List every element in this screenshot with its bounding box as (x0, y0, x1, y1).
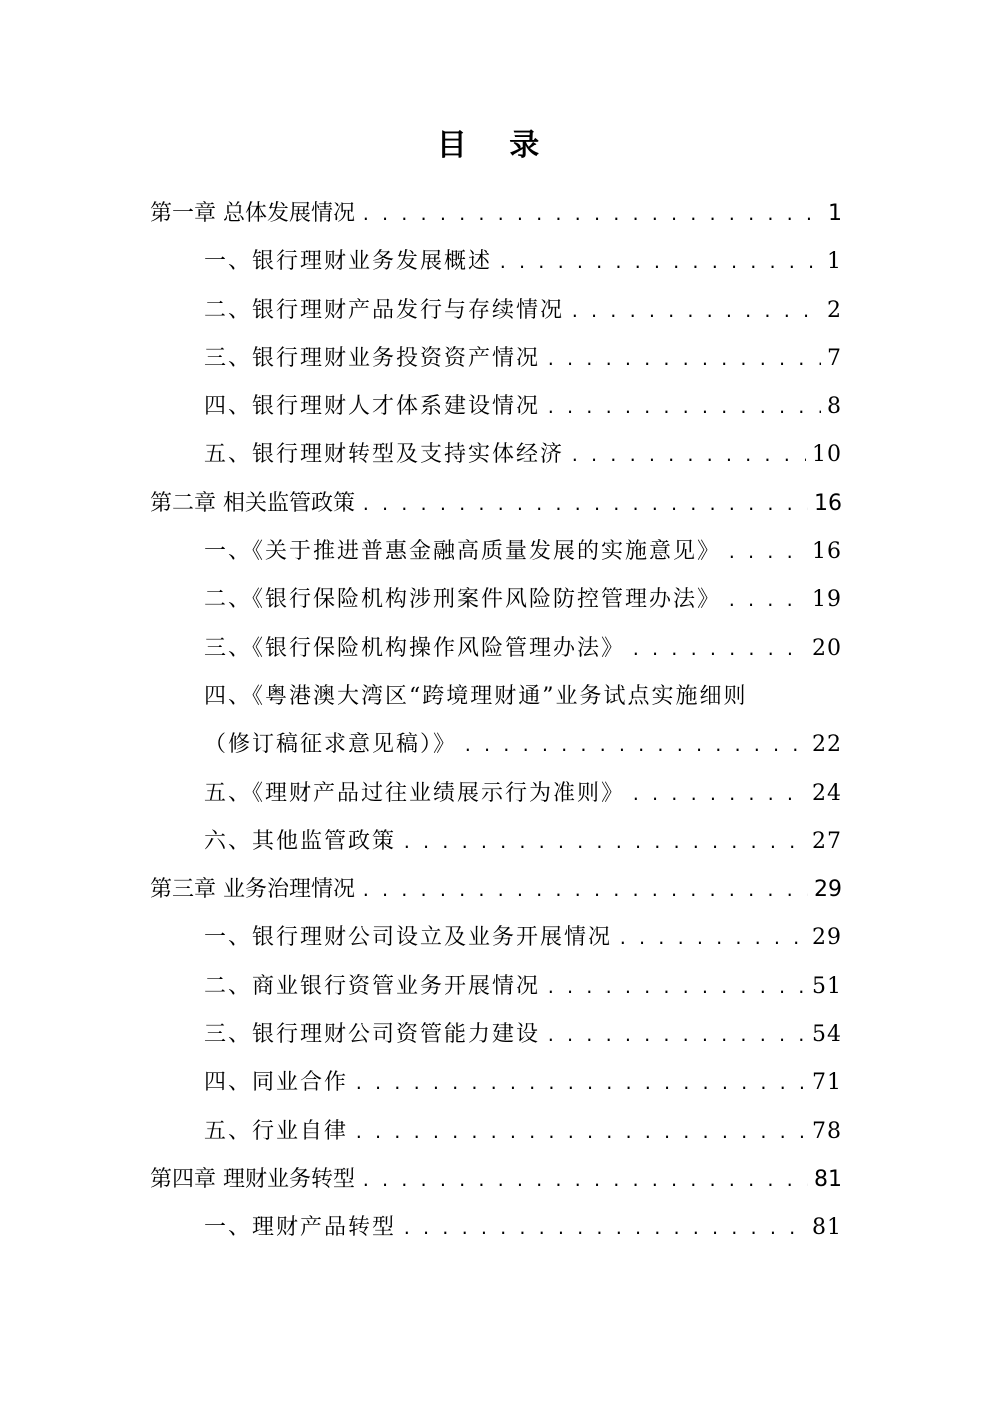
toc-section-3-2[interactable] (150, 963, 842, 1011)
toc-entry-label: 第四章 理财业务转型 (150, 1166, 355, 1192)
toc-section-1-1[interactable] (150, 238, 842, 286)
dot-leader (354, 1060, 806, 1107)
dot-leader (727, 529, 806, 576)
toc-page-number: 8 (827, 394, 842, 420)
toc-section-1-4[interactable] (150, 383, 842, 431)
dot-leader (618, 915, 806, 962)
toc-section-2-3[interactable] (150, 625, 842, 673)
dot-leader (361, 867, 808, 914)
toc-entry-label: 第三章 业务治理情况 (150, 877, 355, 903)
dot-leader (361, 1157, 808, 1204)
toc-section-4-1[interactable] (150, 1204, 842, 1252)
toc-entry-label: 三、银行理财公司资管能力建设 (204, 1022, 541, 1048)
toc-entry-label: 一、理财产品转型 (204, 1215, 397, 1241)
toc-section-2-4-continued[interactable] (150, 721, 842, 769)
dot-leader (631, 626, 806, 673)
dot-leader (631, 771, 806, 818)
dot-leader (546, 336, 821, 383)
toc-section-2-4[interactable] (150, 673, 842, 721)
dot-leader (361, 481, 808, 528)
dot-leader (546, 964, 806, 1011)
dot-leader (402, 1205, 806, 1252)
toc-entry-label: 二、银行理财产品发行与存续情况 (204, 297, 565, 323)
toc-entry-label: 四、银行理财人才体系建设情况 (204, 394, 541, 420)
toc-section-3-4[interactable] (150, 1059, 842, 1107)
toc-entry-label: 一、银行理财业务发展概述 (204, 249, 493, 275)
toc-page-number: 16 (812, 539, 842, 565)
toc-entry-label: 一、银行理财公司设立及业务开展情况 (204, 925, 613, 951)
dot-leader (402, 819, 806, 866)
toc-chapter-1[interactable] (150, 190, 842, 238)
toc-page-number: 19 (812, 587, 842, 613)
toc-page-number: 24 (812, 780, 842, 806)
toc-list (150, 190, 842, 1253)
toc-entry-label: 一、《关于推进普惠金融高质量发展的实施意见》 (204, 539, 722, 565)
toc-chapter-4[interactable] (150, 1156, 842, 1204)
toc-page-number: 51 (812, 973, 842, 999)
toc-section-2-6[interactable] (150, 818, 842, 866)
toc-page-number: 1 (827, 249, 842, 275)
toc-entry-label: 二、《银行保险机构涉刑案件风险防控管理办法》 (204, 587, 722, 613)
toc-page-number: 16 (814, 490, 842, 516)
toc-entry-label: 五、银行理财转型及支持实体经济 (204, 442, 565, 468)
toc-page-number: 20 (812, 635, 842, 661)
toc-page-number: 7 (827, 345, 842, 371)
toc-entry-label: 二、商业银行资管业务开展情况 (204, 973, 541, 999)
toc-entry-label: 六、其他监管政策 (204, 828, 397, 854)
toc-page-number: 22 (812, 732, 842, 758)
dot-leader (498, 239, 821, 286)
toc-section-1-2[interactable] (150, 287, 842, 335)
toc-page-number: 81 (812, 1215, 842, 1241)
dot-leader (546, 384, 821, 431)
toc-section-3-3[interactable] (150, 1011, 842, 1059)
toc-section-1-3[interactable] (150, 335, 842, 383)
toc-section-1-5[interactable] (150, 431, 842, 479)
dot-leader (570, 288, 821, 335)
page-title: 目 录 (436, 128, 556, 163)
toc-page-number: 1 (828, 201, 842, 226)
toc-entry-label: （修订稿征求意见稿）》 (204, 732, 458, 758)
toc-page-number: 78 (812, 1118, 842, 1144)
toc-section-3-1[interactable] (150, 914, 842, 962)
toc-entry-label: 三、《银行保险机构操作风险管理办法》 (204, 635, 626, 661)
toc-chapter-2[interactable] (150, 480, 842, 528)
toc-page-number: 27 (812, 828, 842, 854)
dot-leader (361, 191, 822, 238)
toc-page-number: 81 (814, 1166, 842, 1192)
dot-leader (570, 432, 806, 479)
toc-page-number: 29 (814, 877, 842, 903)
dot-leader (463, 722, 806, 769)
toc-page-number: 71 (812, 1070, 842, 1096)
toc-entry-label: 五、《理财产品过往业绩展示行为准则》 (204, 780, 626, 806)
dot-leader (546, 1012, 806, 1059)
toc-section-2-2[interactable] (150, 576, 842, 624)
toc-section-3-5[interactable] (150, 1108, 842, 1156)
toc-entry-label: 三、银行理财业务投资资产情况 (204, 345, 541, 371)
toc-chapter-3[interactable] (150, 866, 842, 914)
toc-section-2-5[interactable] (150, 770, 842, 818)
toc-page-number: 54 (812, 1022, 842, 1048)
toc-entry-label: 五、行业自律 (204, 1118, 349, 1144)
dot-leader (727, 577, 806, 624)
toc-page-number: 10 (812, 442, 842, 468)
toc-page-number: 29 (812, 925, 842, 951)
toc-entry-label: 四、《粤港澳大湾区“跨境理财通”业务试点实施细则 (204, 683, 748, 709)
dot-leader (354, 1109, 806, 1156)
toc-entry-label: 四、同业合作 (204, 1070, 349, 1096)
toc-page-number: 2 (827, 297, 842, 323)
toc-entry-label: 第一章 总体发展情况 (150, 201, 355, 226)
toc-section-2-1[interactable] (150, 528, 842, 576)
toc-entry-label: 第二章 相关监管政策 (150, 490, 355, 516)
